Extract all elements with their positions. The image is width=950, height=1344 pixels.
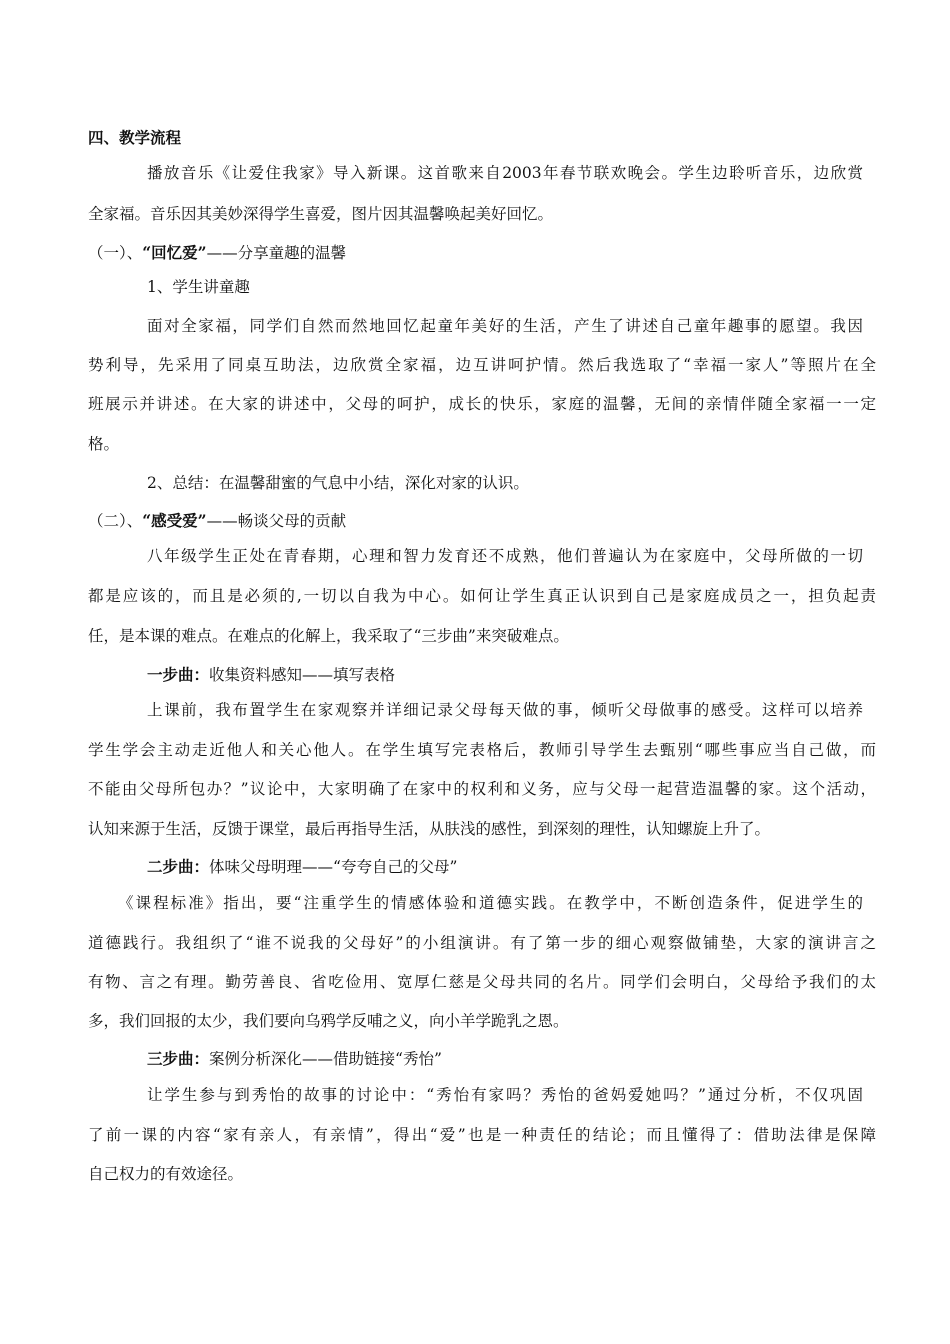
step2-label: 二步曲：: [147, 857, 210, 876]
part1-title-rest: ——分享童趣的温馨: [206, 244, 347, 262]
step2-line-2: 道德践行。我组织了“谁不说我的父母好”的小组演讲。有了第一步的细心观察做铺垫，大家的演讲言之: [88, 934, 876, 952]
step1-heading: [147, 665, 395, 685]
part2-intro-line-2: 都是应该的，而且是必须的,一切以自我为中心。如何让学生真正认识到自己是家庭成员之一，担负起责: [88, 587, 876, 605]
part1-title-bold: “回忆爱”: [142, 243, 207, 262]
step1-line-1: 上课前，我布置学生在家观察并详细记录父母每天做的事，倾听父母做事的感受。这样可以培养: [147, 701, 863, 719]
step1-line-3: 不能由父母所包办？”议论中，大家明确了在家中的权利和义务，应与父母一起营造温馨的家。这个活动，: [88, 780, 876, 798]
step1-line-2: 学生学会主动走近他人和关心他人。在学生填写完表格后，教师引导学生去甄别“哪些事应当自己做，而: [88, 741, 876, 759]
part1-item2: 2、总结：在温馨甜蜜的气息中小结，深化对家的认识。: [147, 474, 529, 492]
part1-heading: [88, 243, 346, 263]
part2-title-bold: “感受爱”: [142, 511, 207, 530]
part2-prefix: （二）、: [88, 512, 143, 530]
step1-label: 一步曲：: [147, 665, 210, 684]
intro-line-1: 播放音乐《让爱住我家》导入新课。这首歌来自2003年春节联欢晚会。学生边聆听音乐，边欣赏: [147, 164, 863, 182]
part1-item1-line-3: 班展示并讲述。在大家的讲述中，父母的呵护，成长的快乐，家庭的温馨，无间的亲情伴随全家福一一定: [88, 395, 876, 413]
step3-line-3: 自己权力的有效途径。: [88, 1165, 244, 1183]
intro-line-2: 全家福。音乐因其美妙深得学生喜爱，图片因其温馨唤起美好回忆。: [88, 205, 554, 223]
part2-title-rest: ——畅谈父母的贡献: [206, 512, 347, 530]
step3-title: 案例分析深化——借助链接“秀怡”: [209, 1050, 442, 1068]
step2-heading: [147, 857, 457, 877]
step3-heading: [147, 1049, 442, 1069]
part1-item1-line-1: 面对全家福，同学们自然而然地回忆起童年美好的生活，产生了讲述自己童年趣事的愿望。我因: [147, 317, 863, 335]
step2-line-3: 有物、言之有理。勤劳善良、省吃俭用、宽厚仁慈是父母共同的名片。同学们会明白，父母给予我们的太: [88, 973, 876, 991]
part2-heading: [88, 511, 346, 531]
step3-line-2: 了前一课的内容“家有亲人，有亲情”，得出“爱”也是一种责任的结论；而且懂得了：借助法律是保障: [88, 1126, 876, 1144]
part1-item1-line-2: 势利导，先采用了同桌互助法，边欣赏全家福，边互讲呵护情。然后我选取了“幸福一家人”等照片在全: [88, 356, 876, 374]
part1-item1-line-4: 格。: [88, 435, 120, 453]
step1-line-4: 认知来源于生活，反馈于课堂，最后再指导生活，从肤浅的感性，到深刻的理性，认知螺旋上升了。: [88, 820, 771, 838]
part2-intro-line-1: 八年级学生正处在青春期，心理和智力发育还不成熟，他们普遍认为在家庭中，父母所做的一切: [147, 547, 863, 565]
step2-line-4: 多，我们回报的太少，我们要向乌鸦学反哺之义，向小羊学跪乳之恩。: [88, 1012, 569, 1030]
part1-prefix: （一）、: [88, 244, 143, 262]
step2-title: 体味父母明理——“夸夸自己的父母”: [209, 858, 458, 876]
step3-label: 三步曲：: [147, 1049, 210, 1068]
part2-intro-line-3: 任，是本课的难点。在难点的化解上，我采取了“三步曲”来突破难点。: [88, 627, 569, 645]
step2-line-1: 《课程标准》指出，要“注重学生的情感体验和道德实践。在教学中，不断创造条件，促进学生的: [118, 894, 863, 912]
step3-line-1: 让学生参与到秀怡的故事的讨论中：“秀怡有家吗？秀怡的爸妈爱她吗？”通过分析，不仅巩固: [147, 1086, 863, 1104]
part1-item1-label: 1、学生讲童趣: [147, 278, 250, 296]
section-heading: 四、教学流程: [88, 128, 182, 147]
step1-title: 收集资料感知——填写表格: [209, 666, 396, 684]
